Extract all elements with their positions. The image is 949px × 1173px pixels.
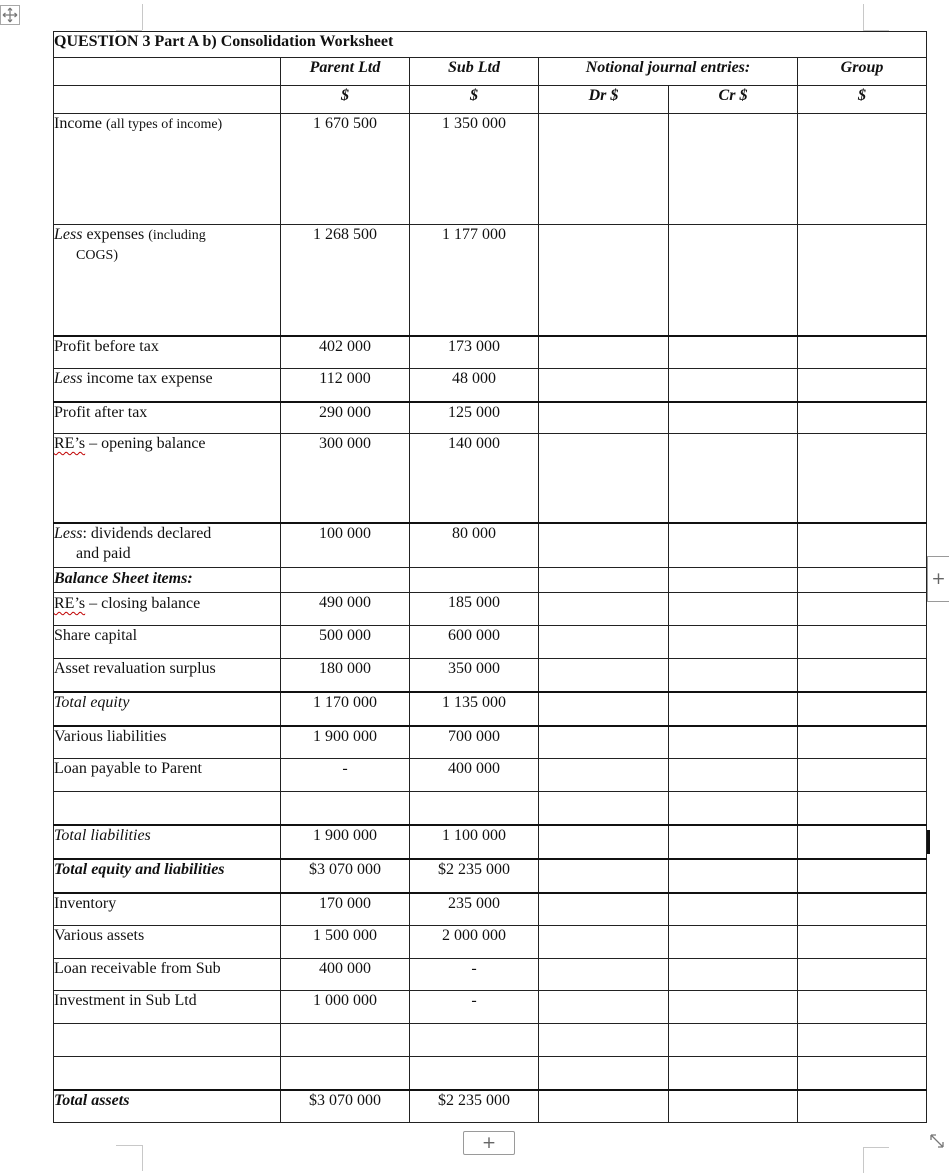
dr-cell[interactable] [539,926,669,959]
sub-value[interactable]: 80 000 [410,523,539,568]
worksheet-title[interactable]: QUESTION 3 Part A b) Consolidation Worksheet [54,32,927,58]
move-arrows-icon [2,7,18,23]
empty-cell[interactable] [669,792,798,825]
label-re: RE’s [54,435,86,452]
add-column-button[interactable]: + [927,556,949,602]
empty-cell[interactable] [798,1057,927,1090]
row-label[interactable]: Total assets [54,1090,281,1123]
dr-cell[interactable] [539,434,669,523]
cr-cell[interactable] [669,434,798,523]
group-cell[interactable] [798,893,927,926]
dr-cell[interactable] [539,402,669,434]
cr-cell[interactable] [669,759,798,792]
parent-value[interactable]: 100 000 [281,523,410,568]
row-label[interactable] [54,523,281,568]
empty-cell[interactable] [410,792,539,825]
table-row [54,859,927,893]
parent-value[interactable]: 1 170 000 [281,692,410,726]
label-text: – closing balance [85,595,201,612]
group-cell[interactable] [798,225,927,336]
row-label[interactable]: Various liabilities [54,726,281,759]
group-cell[interactable] [798,659,927,692]
dr-cell[interactable] [539,825,669,859]
cr-cell[interactable] [669,1090,798,1123]
row-label[interactable]: Profit after tax [54,402,281,434]
empty-cell[interactable] [54,1057,281,1090]
cr-cell[interactable] [669,225,798,336]
unit-sub[interactable]: $ [410,86,539,114]
sub-value[interactable]: $2 235 000 [410,859,539,893]
label-line-2: and paid [76,544,131,562]
crop-mark [142,4,143,30]
table-row [54,893,927,926]
sub-value[interactable]: - [410,991,539,1024]
row-label[interactable]: Loan payable to Parent [54,759,281,792]
cr-cell[interactable] [669,893,798,926]
header-row [54,58,927,86]
parent-value[interactable]: 500 000 [281,626,410,659]
row-label[interactable] [54,434,281,523]
cr-cell[interactable] [669,593,798,626]
group-cell[interactable] [798,959,927,991]
label-note-2: COGS) [76,248,119,263]
cr-cell[interactable] [669,959,798,991]
dr-cell[interactable] [539,1090,669,1123]
cr-cell[interactable] [669,626,798,659]
empty-cell[interactable] [798,1024,927,1057]
group-cell[interactable] [798,825,927,859]
empty-cell[interactable] [669,1057,798,1090]
parent-value[interactable]: 490 000 [281,593,410,626]
sub-value[interactable]: 600 000 [410,626,539,659]
table-row [54,692,927,726]
parent-value[interactable]: 170 000 [281,893,410,926]
consolidation-worksheet-table [53,31,927,1123]
table-row-empty [54,792,927,825]
empty-cell[interactable] [281,1024,410,1057]
table-row [54,626,927,659]
row-label[interactable]: Total equity and liabilities [54,859,281,893]
label-text: income tax expense [82,370,213,387]
resize-diagonal-icon[interactable] [928,1132,946,1150]
header-sub[interactable]: Sub Ltd [410,58,539,86]
group-cell[interactable] [798,402,927,434]
group-cell[interactable] [798,593,927,626]
dr-cell[interactable] [539,659,669,692]
table-row [54,225,927,336]
sub-value[interactable]: 1 177 000 [410,225,539,336]
parent-value[interactable]: 1 268 500 [281,225,410,336]
cr-cell[interactable] [669,926,798,959]
table-row [54,523,927,568]
sub-value[interactable]: 48 000 [410,369,539,402]
dr-cell[interactable] [539,369,669,402]
table-row [54,825,927,859]
table-move-handle[interactable] [0,5,20,25]
sub-value[interactable] [410,568,539,593]
label-text: : dividends declared [82,524,212,542]
crop-mark [142,1145,143,1171]
row-label[interactable]: Profit before tax [54,336,281,369]
group-cell[interactable] [798,369,927,402]
group-cell[interactable] [798,114,927,225]
group-cell[interactable] [798,336,927,369]
empty-cell[interactable] [539,1057,669,1090]
dr-cell[interactable] [539,859,669,893]
empty-cell[interactable] [539,1024,669,1057]
sub-value[interactable]: 140 000 [410,434,539,523]
parent-value[interactable] [281,568,410,593]
cr-cell[interactable] [669,692,798,726]
unit-row [54,86,927,114]
unit-cr[interactable]: Cr $ [669,86,798,114]
row-label[interactable] [54,114,281,225]
cr-cell[interactable] [669,726,798,759]
table-row-empty [54,1024,927,1057]
table-row [54,114,927,225]
row-label[interactable] [54,225,281,336]
dr-cell[interactable] [539,593,669,626]
table-row [54,926,927,959]
table-row [54,1090,927,1123]
dr-cell[interactable] [539,726,669,759]
sub-value[interactable]: 173 000 [410,336,539,369]
empty-cell[interactable] [54,792,281,825]
row-label[interactable]: Inventory [54,893,281,926]
dr-cell[interactable] [539,759,669,792]
table-row [54,959,927,991]
row-label[interactable]: Total equity [54,692,281,726]
dr-cell[interactable] [539,959,669,991]
title-row [54,32,927,58]
cr-cell[interactable] [669,991,798,1024]
label-re: RE’s [54,595,86,612]
text-cursor [927,830,930,854]
sub-value[interactable]: $2 235 000 [410,1090,539,1123]
row-label[interactable] [54,369,281,402]
parent-value[interactable]: 290 000 [281,402,410,434]
label-prefix: Less [54,370,83,387]
crop-mark [116,1145,142,1146]
sub-value[interactable]: 1 135 000 [410,692,539,726]
table-row [54,593,927,626]
cr-cell[interactable] [669,114,798,225]
row-label[interactable]: Share capital [54,626,281,659]
crop-mark [863,4,864,30]
parent-value[interactable]: 402 000 [281,336,410,369]
label-text: expenses [82,226,149,243]
dr-cell[interactable] [539,568,669,593]
label-text: – opening balance [85,435,206,452]
table-row [54,726,927,759]
group-cell[interactable] [798,692,927,726]
cr-cell[interactable] [669,369,798,402]
table-row-empty [54,1057,927,1090]
table-row [54,568,927,593]
row-label[interactable]: Investment in Sub Ltd [54,991,281,1024]
dr-cell[interactable] [539,523,669,568]
dr-cell[interactable] [539,114,669,225]
cr-cell[interactable] [669,659,798,692]
empty-cell[interactable] [281,792,410,825]
row-label[interactable]: Asset revaluation surplus [54,659,281,692]
dr-cell[interactable] [539,626,669,659]
section-heading[interactable]: Balance Sheet items: [54,568,281,593]
parent-value[interactable]: 1 000 000 [281,991,410,1024]
sub-value[interactable]: - [410,959,539,991]
empty-cell[interactable] [798,792,927,825]
add-row-button[interactable]: + [463,1131,515,1155]
group-cell[interactable] [798,759,927,792]
parent-value[interactable]: 180 000 [281,659,410,692]
parent-value[interactable]: 1 500 000 [281,926,410,959]
empty-cell[interactable] [54,1024,281,1057]
label-note: (all types of income) [105,117,223,132]
group-cell[interactable] [798,1090,927,1123]
cr-cell[interactable] [669,859,798,893]
parent-value[interactable]: 1 670 500 [281,114,410,225]
row-label[interactable]: Loan receivable from Sub [54,959,281,991]
empty-cell[interactable] [539,792,669,825]
group-cell[interactable] [798,523,927,568]
header-group[interactable]: Group [798,58,927,86]
crop-mark [863,1147,864,1173]
parent-value[interactable]: $3 070 000 [281,1090,410,1123]
group-cell[interactable] [798,568,927,593]
row-label[interactable]: Various assets [54,926,281,959]
table-row [54,369,927,402]
group-cell[interactable] [798,926,927,959]
parent-value[interactable]: 112 000 [281,369,410,402]
label-note: (including [148,228,206,243]
group-cell[interactable] [798,859,927,893]
table-row [54,991,927,1024]
group-cell[interactable] [798,991,927,1024]
sub-value[interactable]: 125 000 [410,402,539,434]
dr-cell[interactable] [539,991,669,1024]
sub-value[interactable]: 350 000 [410,659,539,692]
sub-value[interactable]: 185 000 [410,593,539,626]
unit-group[interactable]: $ [798,86,927,114]
cr-cell[interactable] [669,523,798,568]
header-parent[interactable]: Parent Ltd [281,58,410,86]
group-cell[interactable] [798,434,927,523]
parent-value[interactable]: 300 000 [281,434,410,523]
label-prefix: Less [54,226,83,243]
unit-dr[interactable]: Dr $ [539,86,669,114]
parent-value[interactable]: $3 070 000 [281,859,410,893]
unit-parent[interactable]: $ [281,86,410,114]
sub-value[interactable]: 1 350 000 [410,114,539,225]
empty-cell[interactable] [410,1057,539,1090]
dr-cell[interactable] [539,692,669,726]
group-cell[interactable] [798,626,927,659]
parent-value[interactable]: - [281,759,410,792]
dr-cell[interactable] [539,225,669,336]
empty-cell[interactable] [410,1024,539,1057]
table-row [54,434,927,523]
parent-value[interactable]: 1 900 000 [281,726,410,759]
unit-blank-cell[interactable] [54,86,281,114]
sub-value[interactable]: 400 000 [410,759,539,792]
table-row [54,759,927,792]
row-label[interactable] [54,593,281,626]
sub-value[interactable]: 2 000 000 [410,926,539,959]
sub-value[interactable]: 235 000 [410,893,539,926]
cr-cell[interactable] [669,402,798,434]
dr-cell[interactable] [539,893,669,926]
sub-value[interactable]: 700 000 [410,726,539,759]
group-cell[interactable] [798,726,927,759]
sub-value[interactable]: 1 100 000 [410,825,539,859]
empty-cell[interactable] [281,1057,410,1090]
header-blank-cell[interactable] [54,58,281,86]
header-notional[interactable]: Notional journal entries: [539,58,798,86]
table-row [54,659,927,692]
table-row [54,402,927,434]
cr-cell[interactable] [669,825,798,859]
row-label[interactable]: Total liabilities [54,825,281,859]
table-row [54,336,927,369]
crop-mark [863,1147,889,1148]
label-text: Income [54,115,106,132]
cr-cell[interactable] [669,336,798,369]
cr-cell[interactable] [669,568,798,593]
label-prefix: Less [54,524,83,542]
parent-value[interactable]: 1 900 000 [281,825,410,859]
parent-value[interactable]: 400 000 [281,959,410,991]
empty-cell[interactable] [669,1024,798,1057]
dr-cell[interactable] [539,336,669,369]
